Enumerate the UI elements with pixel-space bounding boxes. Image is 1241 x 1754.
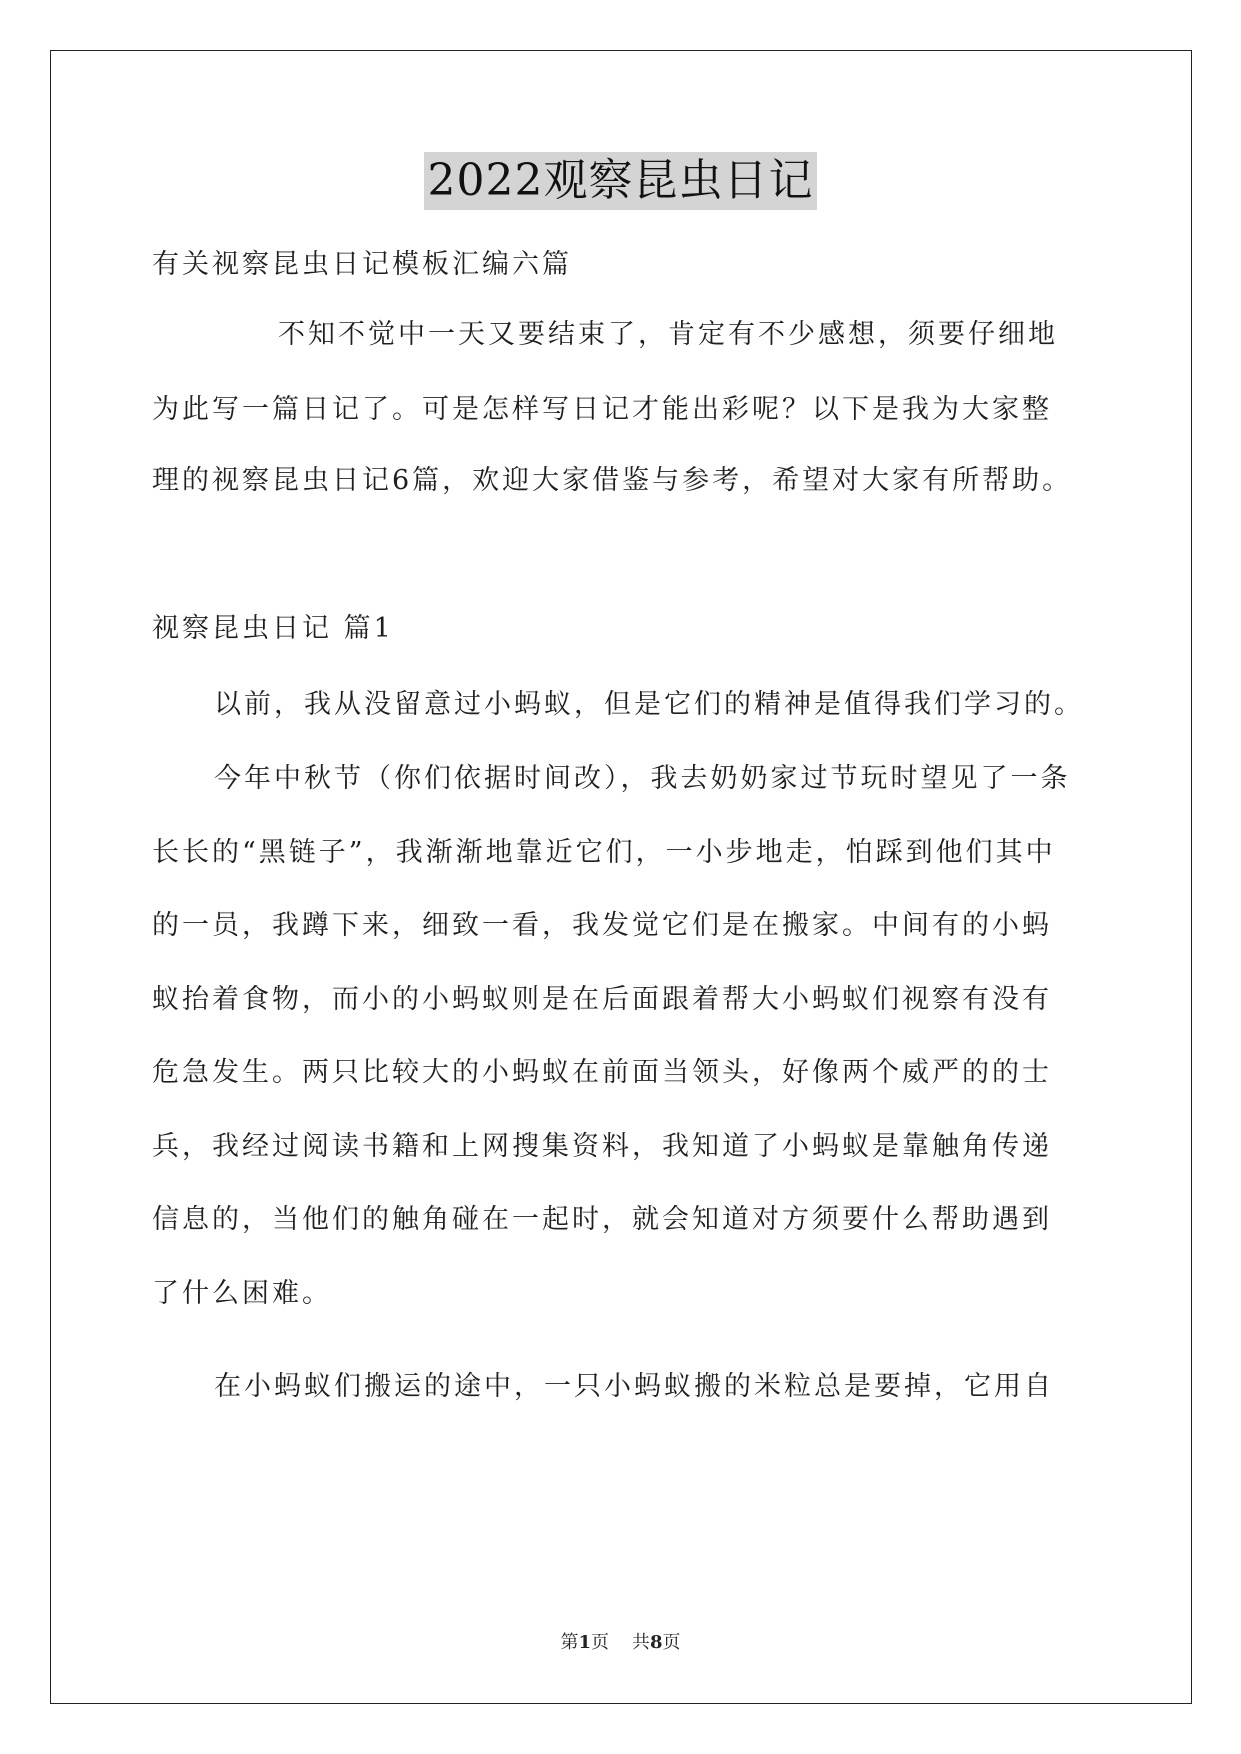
intro-line: 理的视察昆虫日记6篇，欢迎大家借鉴与参考，希望对大家有所帮助。	[152, 465, 1073, 496]
body-line: 今年中秋节（你们依据时间改），我去奶奶家过节玩时望见了一条	[214, 763, 1071, 794]
body-line: 以前，我从没留意过小蚂蚁，但是它们的精神是值得我们学习的。	[214, 689, 1084, 720]
page-current: 1	[578, 1632, 592, 1653]
body-line: 了什么困难。	[152, 1278, 332, 1309]
body-line: 在小蚂蚁们搬运的途中，一只小蚂蚁搬的米粒总是要掉，它用自	[214, 1371, 1054, 1402]
page-mid: 页 共	[591, 1632, 650, 1653]
body-line: 的一员，我蹲下来，细致一看，我发觉它们是在搬家。中间有的小蚂	[152, 910, 1052, 941]
page-prefix: 第	[560, 1632, 579, 1653]
page-total: 8	[649, 1632, 663, 1653]
page-suffix: 页	[662, 1632, 681, 1653]
body-line: 长长的“黑链子”，我渐渐地靠近它们，一小步地走，怕踩到他们其中	[152, 837, 1056, 868]
body-line: 兵，我经过阅读书籍和上网搜集资料，我知道了小蚂蚁是靠触角传递	[152, 1131, 1052, 1162]
body-line: 蚁抬着食物，而小的小蚂蚁则是在后面跟着帮大小蚂蚁们视察有没有	[152, 984, 1052, 1015]
intro-line: 为此写一篇日记了。可是怎样写日记才能出彩呢？以下是我为大家整	[152, 394, 1052, 425]
body-line: 信息的，当他们的触角碰在一起时，就会知道对方须要什么帮助遇到	[152, 1204, 1052, 1235]
page-border	[50, 50, 1192, 1704]
document-subtitle: 有关视察昆虫日记模板汇编六篇	[152, 249, 572, 280]
body-line: 危急发生。两只比较大的小蚂蚁在前面当领头，好像两个威严的的士	[152, 1057, 1052, 1088]
title-container	[0, 152, 1241, 210]
document-title: 2022观察昆虫日记	[424, 152, 818, 210]
page-footer	[0, 1628, 1241, 1654]
intro-line: 不知不觉中一天又要结束了，肯定有不少感想，须要仔细地	[278, 319, 1058, 350]
section-heading: 视察昆虫日记 篇1	[152, 613, 394, 644]
